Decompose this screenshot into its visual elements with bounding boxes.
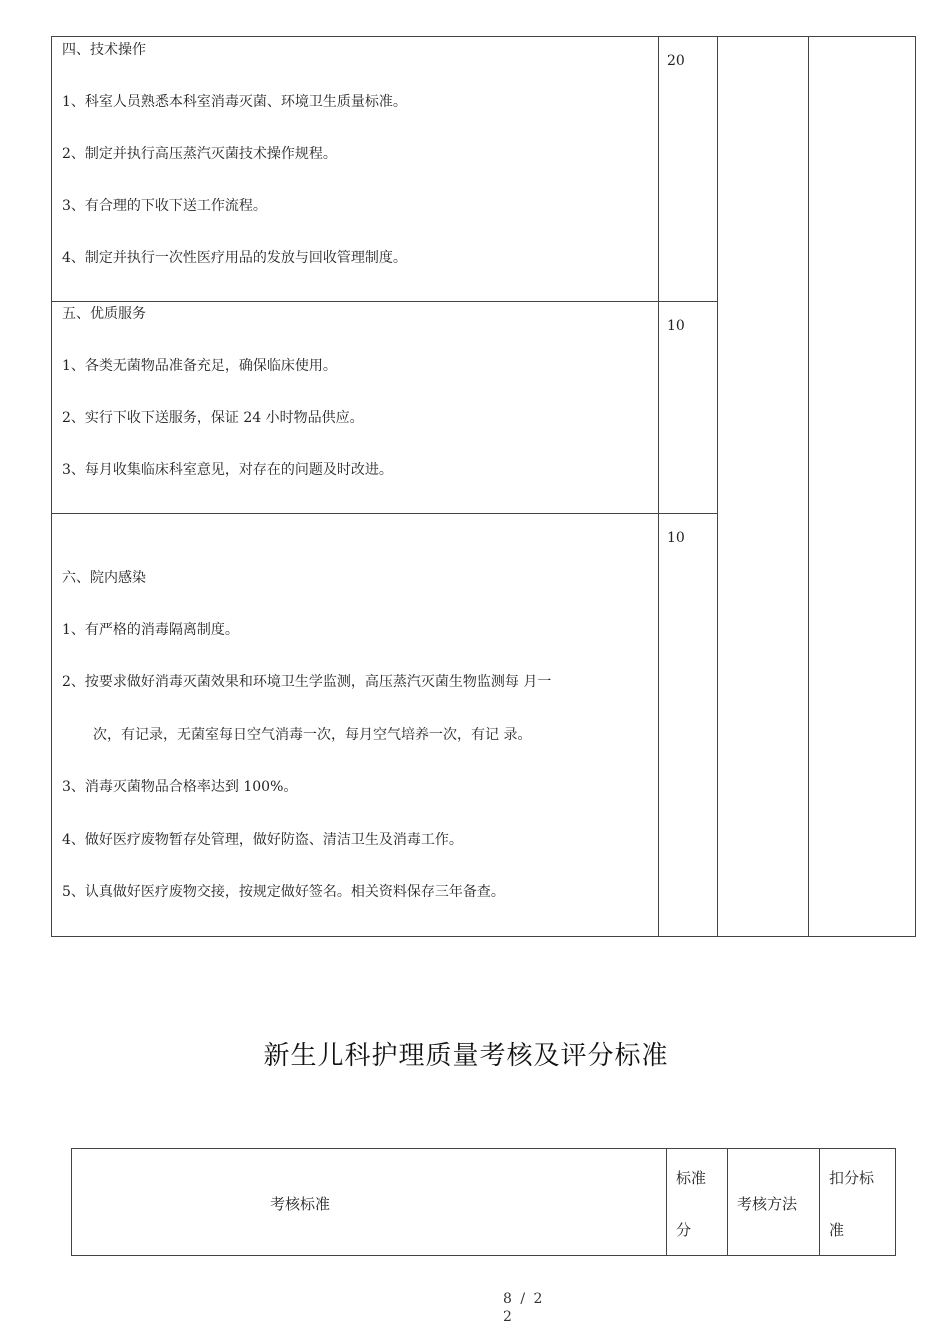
criteria-item: 2、实行下收下送服务，保证 24 小时物品供应。	[62, 410, 364, 426]
column-divider	[666, 1148, 667, 1256]
section-score: 10	[667, 530, 685, 546]
page-number: 8 / 2	[503, 1291, 545, 1307]
column-divider	[819, 1148, 820, 1256]
column-divider	[808, 36, 809, 937]
page-number-continuation: 2	[503, 1309, 514, 1325]
header-method: 考核方法	[737, 1195, 798, 1213]
criteria-item: 3、有合理的下收下送工作流程。	[62, 198, 267, 214]
section-heading: 四、技术操作	[62, 42, 146, 58]
criteria-item: 2、制定并执行高压蒸汽灭菌技术操作规程。	[62, 146, 337, 162]
section-score: 20	[667, 53, 685, 69]
criteria-item: 1、科室人员熟悉本科室消毒灭菌、环境卫生质量标准。	[62, 94, 407, 110]
table-border-left	[51, 36, 52, 937]
row-divider	[51, 513, 718, 514]
column-divider	[727, 1148, 728, 1256]
column-divider	[658, 36, 659, 937]
row-divider	[51, 301, 718, 302]
criteria-item: 4、制定并执行一次性医疗用品的发放与回收管理制度。	[62, 250, 407, 266]
criteria-item: 4、做好医疗废物暂存处管理，做好防盗、清洁卫生及消毒工作。	[62, 832, 463, 848]
table-border-left	[71, 1148, 72, 1256]
header-score-line1: 标准	[676, 1169, 707, 1187]
header-score-line2: 分	[676, 1221, 692, 1239]
table-border-bottom	[71, 1255, 896, 1256]
criteria-item: 1、各类无菌物品准备充足，确保临床使用。	[62, 358, 337, 374]
section-score: 10	[667, 318, 685, 334]
criteria-item: 1、有严格的消毒隔离制度。	[62, 622, 239, 638]
section-heading: 六、院内感染	[62, 570, 146, 586]
document-title: 新生儿科护理质量考核及评分标准	[263, 1041, 669, 1071]
criteria-item-continuation: 次，有记录，无菌室每日空气消毒一次，每月空气培养一次，有记 录。	[93, 727, 532, 743]
criteria-item: 5、认真做好医疗废物交接，按规定做好签名。相关资料保存三年备查。	[62, 884, 505, 900]
table-border-right	[915, 36, 916, 937]
table-border-top	[51, 36, 916, 37]
section-heading: 五、优质服务	[62, 306, 146, 322]
table-border-top	[71, 1148, 896, 1149]
criteria-item: 3、消毒灭菌物品合格率达到 100%。	[62, 779, 298, 795]
column-divider	[717, 36, 718, 937]
table-border-bottom	[51, 936, 916, 937]
header-standard: 考核标准	[270, 1195, 331, 1213]
header-deduct-line2: 准	[829, 1221, 845, 1239]
criteria-item: 2、按要求做好消毒灭菌效果和环境卫生学监测，高压蒸汽灭菌生物监测每 月一	[62, 674, 552, 690]
header-deduct-line1: 扣分标	[829, 1169, 875, 1187]
table-border-right	[895, 1148, 896, 1256]
criteria-item: 3、每月收集临床科室意见，对存在的问题及时改进。	[62, 462, 393, 478]
